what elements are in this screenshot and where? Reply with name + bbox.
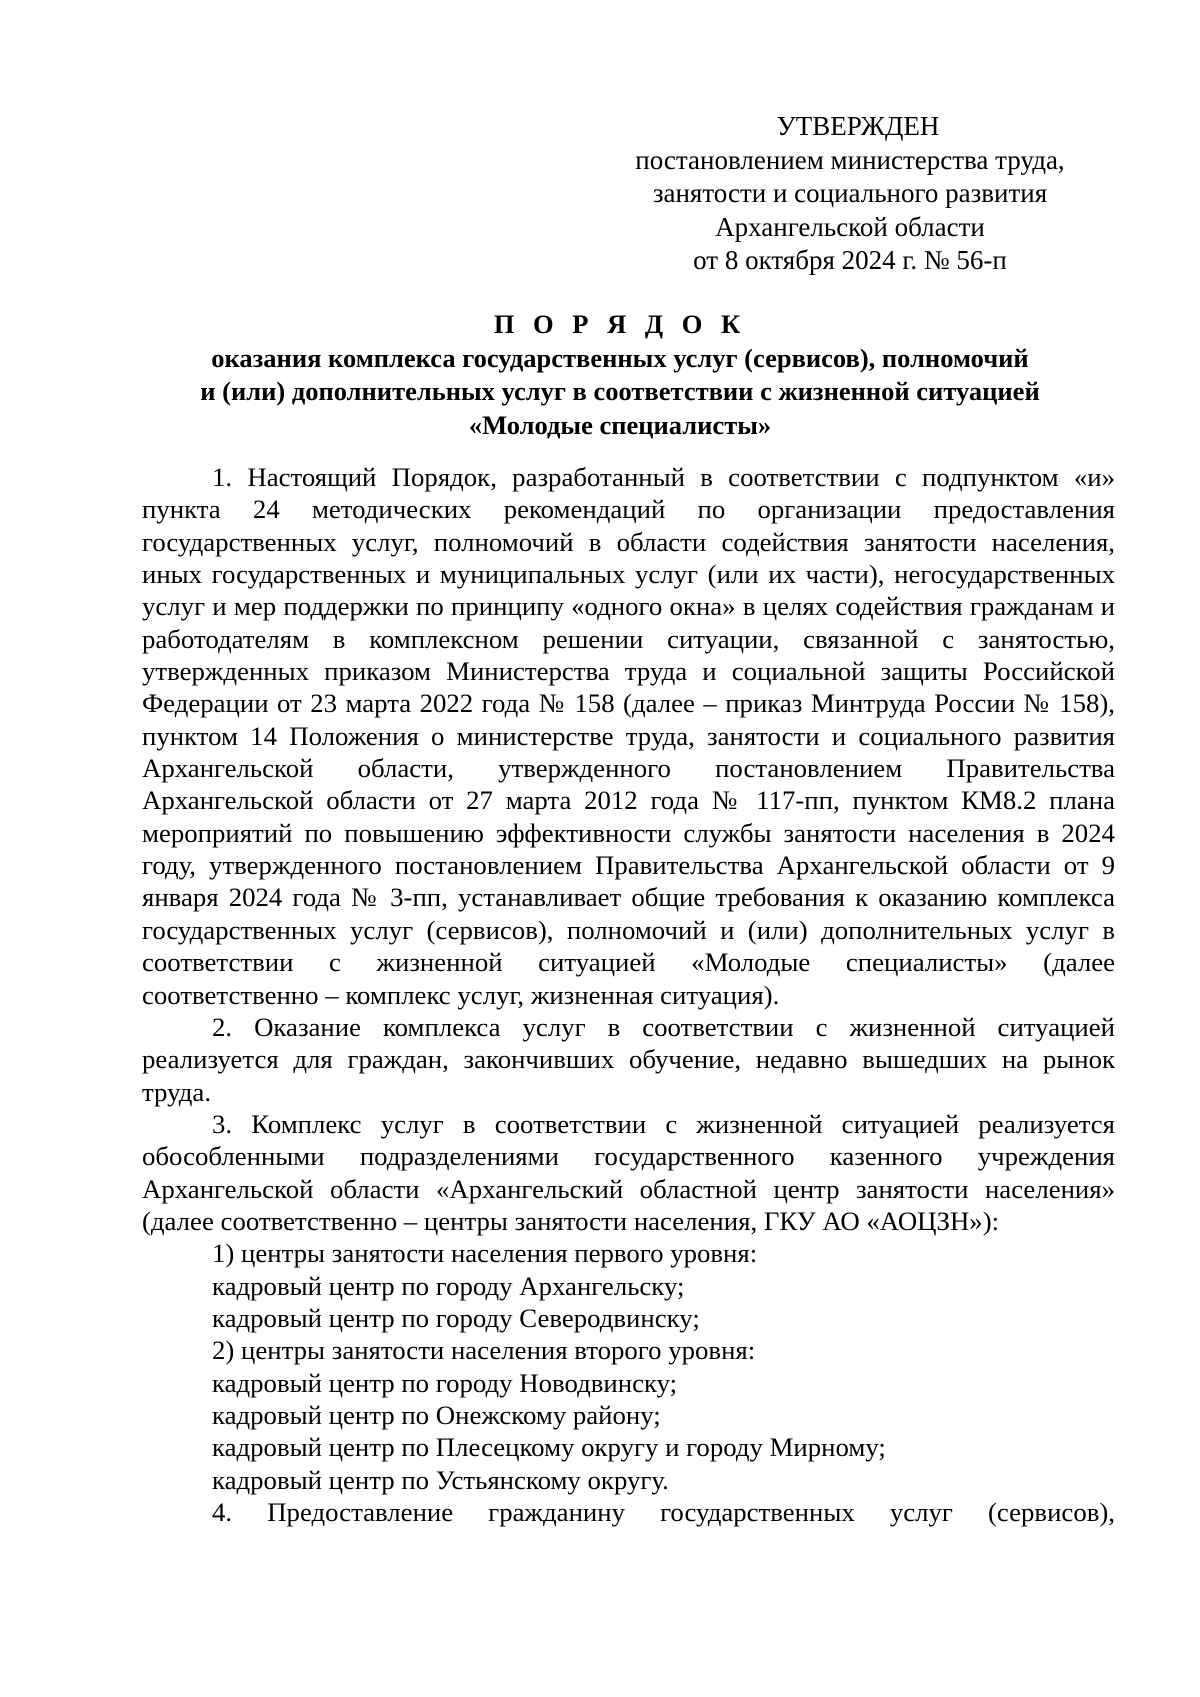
approved-label: УТВЕРЖДЕН [776, 111, 940, 141]
list-item: кадровый центр по Устьянскому округу. [212, 1464, 669, 1495]
centers-list [142, 1237, 1115, 1496]
paragraph-3: 3. Комплекс услуг в соответствии с жизненной ситуацией реализуется обособленными подразделениями государственного казенного учреждения Архангельской области «Архангельский областной центр занятости населения» (далее соответственно – центры занятости населения, ГКУ АО «АОЦЗН»): [142, 1108, 1115, 1236]
list-item: кадровый центр по городу Новодвинску; [212, 1367, 678, 1398]
approval-date-number: от 8 октября 2024 г. № 56-п [693, 245, 1007, 275]
approval-line-3: Архангельской области [715, 211, 985, 242]
list-item: кадровый центр по Плесецкому округу и городу Мирному; [212, 1432, 886, 1463]
paragraph-2: 2. Оказание комплекса услуг в соответствии с жизненной ситуацией реализуется для граждан, закончивших обучение, недавно вышедших на рынок труда. [142, 1011, 1115, 1107]
title-line-2: и (или) дополнительных услуг в соответствии с жизненной ситуацией [200, 376, 1040, 406]
approval-line-1: постановлением министерства труда, [635, 144, 1065, 175]
paragraph-4: 4. Предоставление гражданину государственных услуг (сервисов), [212, 1497, 1115, 1527]
list-item: кадровый центр по городу Архангельску; [212, 1270, 685, 1301]
document-body [142, 461, 1115, 1528]
document-title [100, 308, 1140, 442]
paragraph-1: 1. Настоящий Порядок, разработанный в соответствии с подпунктом «и» пункта 24 методических рекомендаций по организации предоставления государственных услуг, полномочий в области содействия занятости населения, иных государственных и муниципальных услуг (или их части), негосударственных услуг и мер поддержки по принципу «одного окна» в целях содействия гражданам и работодателям в комплексном решении ситуации, связанной с занятостью, утвержденных приказом Министерства труда и социальной защиты Российской Федерации от 23 марта 2022 года № 158 (далее – приказ Минтруда России № 158), пунктом 14 Положения о министерстве труда, занятости и социального развития Архангельской области, утвержденного постановлением Правительства Архангельской области от 27 марта 2012 года № 117-пп, пунктом КМ8.2 плана мероприятий по повышению эффективности службы занятости населения в 2024 году, утвержденного постановлением Правительства Архангельской области от 9 января 2024 года № 3-пп, устанавливает общие требования к оказанию комплекса государственных услуг (сервисов), полномочий и (или) дополнительных услуг в соответствии с жизненной ситуацией «Молодые специалисты» (далее соответственно – комплекс услуг, жизненная ситуация). [142, 462, 1115, 1010]
list-item: 2) центры занятости населения второго уровня: [212, 1335, 756, 1366]
title-line-1: оказания комплекса государственных услуг (сервисов), полномочий [211, 342, 1029, 373]
title-line-3: «Молодые специалисты» [468, 409, 772, 440]
title-heading: П О Р Я Д О К [493, 309, 747, 339]
list-item: 1) центры занятости населения первого уровня: [212, 1238, 758, 1269]
approval-line-2: занятости и социального развития [652, 178, 1048, 208]
approval-stamp-block [600, 110, 1100, 278]
list-item: кадровый центр по Онежскому району; [212, 1399, 661, 1430]
list-item: кадровый центр по городу Северодвинску; [212, 1302, 700, 1333]
